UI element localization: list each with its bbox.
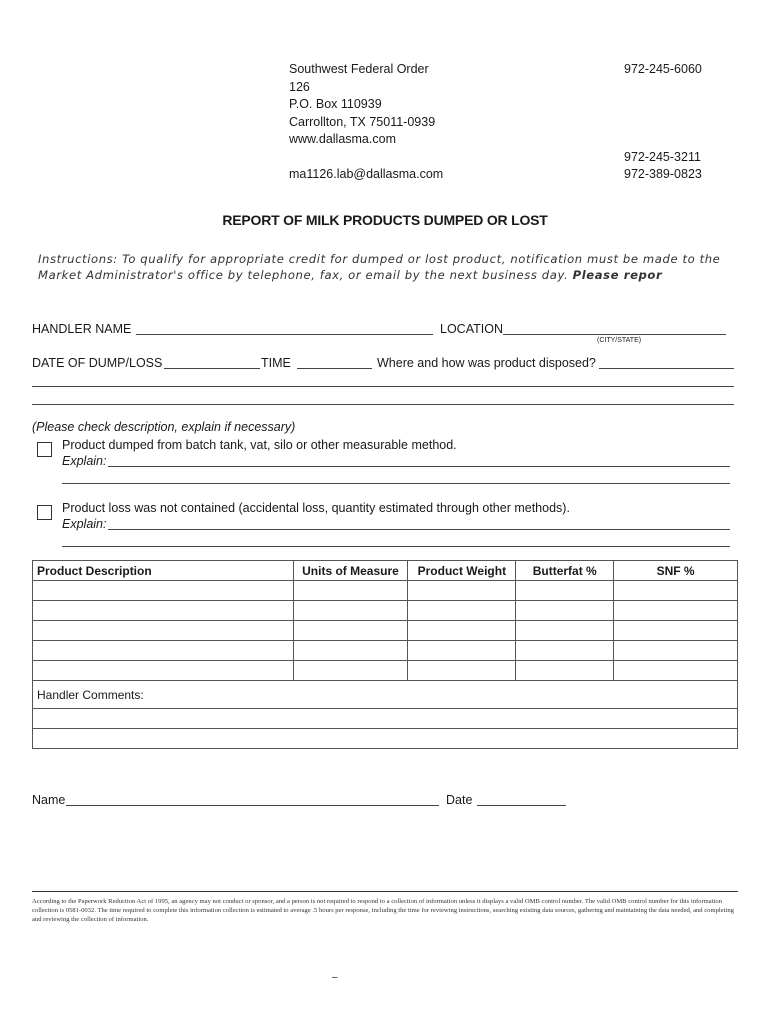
- explain-label: Explain:: [62, 454, 107, 468]
- table-cell[interactable]: [408, 661, 516, 681]
- table-cell[interactable]: [293, 661, 408, 681]
- table-cell[interactable]: [408, 601, 516, 621]
- name-label: Name: [32, 793, 66, 807]
- table-cell[interactable]: [293, 641, 408, 661]
- instructions-line: Market Administrator's office by telephone, fax, or email by the next business day. Please repor: [38, 268, 663, 282]
- footer-divider: [32, 891, 738, 892]
- comments-row: [33, 681, 738, 709]
- table-cell[interactable]: [33, 661, 294, 681]
- dumped-checkbox[interactable]: [37, 442, 52, 457]
- disposed-field[interactable]: [599, 368, 734, 369]
- table-cell[interactable]: [33, 641, 294, 661]
- address-line: 126: [289, 79, 310, 94]
- disposed-field-line[interactable]: [32, 404, 734, 405]
- column-header: Butterfat %: [516, 561, 614, 581]
- page-title: REPORT OF MILK PRODUCTS DUMPED OR LOST: [222, 212, 548, 228]
- phone-main: 972-245-6060: [624, 62, 702, 76]
- date-label: Date: [446, 793, 473, 807]
- time-field[interactable]: [297, 368, 372, 369]
- loss-option-label: Product loss was not contained (accidental loss, quantity estimated through other methods).: [62, 501, 570, 515]
- column-header: SNF %: [614, 561, 738, 581]
- table-row: [33, 661, 738, 681]
- comments-row: [33, 729, 738, 749]
- table-cell[interactable]: [516, 661, 614, 681]
- product-table: [32, 560, 738, 749]
- address-block: [289, 61, 435, 149]
- website: www.dallasma.com: [289, 132, 396, 147]
- loss-checkbox[interactable]: [37, 505, 52, 520]
- address-line: Carrollton, TX 75011-0939: [289, 114, 436, 129]
- location-field[interactable]: [503, 334, 726, 335]
- phone-fax: 972-389-0823: [624, 167, 702, 181]
- date-of-dump-label: DATE OF DUMP/LOSS: [32, 356, 163, 370]
- dumped-option-label: Product dumped from batch tank, vat, silo or other measurable method.: [62, 438, 457, 452]
- table-cell[interactable]: [293, 621, 408, 641]
- instructions: [38, 251, 720, 283]
- handler-name-field[interactable]: [136, 334, 433, 335]
- paperwork-notice: According to the Paperwork Reduction Act of 1995, an agency may not conduct or sponsor, and a person is not required to respond to a collection of information unless it displays a valid OMB control number. The valid OMB control number for this information collection is 0581-0032. The time required to complete this information collection is estimated to average .5 hours per response, including the time for reviewing instructions, searching existing data sources, gathering and maintaining the data needed, and completing and reviewing the collection of information.: [32, 898, 734, 924]
- explain-label: Explain:: [62, 517, 107, 531]
- table-cell[interactable]: [614, 661, 738, 681]
- date-field[interactable]: [477, 805, 566, 806]
- table-row: [33, 641, 738, 661]
- table-header-row: [33, 561, 738, 581]
- table-cell[interactable]: [293, 601, 408, 621]
- table-cell[interactable]: [33, 581, 294, 601]
- instructions-emphasis: Please repor: [572, 268, 663, 282]
- comments-label: Handler Comments:: [33, 681, 738, 709]
- table-cell[interactable]: [408, 621, 516, 641]
- explain-field[interactable]: [108, 529, 730, 530]
- instructions-line: Instructions: To qualify for appropriate credit for dumped or lost product, notification must be made to the: [38, 252, 721, 266]
- table-cell[interactable]: [516, 621, 614, 641]
- table-cell[interactable]: [516, 641, 614, 661]
- table-cell[interactable]: [614, 601, 738, 621]
- table-cell[interactable]: [516, 601, 614, 621]
- disposed-field-line[interactable]: [32, 386, 734, 387]
- explain-field-line[interactable]: [62, 483, 730, 484]
- disposed-label: Where and how was product disposed?: [377, 356, 596, 370]
- table-cell[interactable]: [614, 581, 738, 601]
- table-row: [33, 621, 738, 641]
- comments-field[interactable]: [33, 709, 738, 729]
- location-label: LOCATION: [440, 322, 503, 336]
- page-mark: –: [332, 972, 338, 983]
- table-cell[interactable]: [408, 581, 516, 601]
- phone-secondary: 972-245-3211: [624, 150, 701, 164]
- explain-field-line[interactable]: [62, 546, 730, 547]
- table-cell[interactable]: [293, 581, 408, 601]
- table-cell[interactable]: [614, 641, 738, 661]
- table-row: [33, 581, 738, 601]
- column-header: Product Weight: [408, 561, 516, 581]
- table-cell[interactable]: [408, 641, 516, 661]
- column-header: Units of Measure: [293, 561, 408, 581]
- table-row: [33, 601, 738, 621]
- explain-field[interactable]: [108, 466, 730, 467]
- address-line: P.O. Box 110939: [289, 97, 382, 112]
- table-cell[interactable]: [614, 621, 738, 641]
- email: ma1126.lab@dallasma.com: [289, 167, 444, 181]
- comments-field[interactable]: [33, 729, 738, 749]
- table-cell[interactable]: [33, 601, 294, 621]
- column-header: Product Description: [33, 561, 294, 581]
- table-cell[interactable]: [516, 581, 614, 601]
- comments-row: [33, 709, 738, 729]
- address-line: Southwest Federal Order: [289, 62, 429, 76]
- table-cell[interactable]: [33, 621, 294, 641]
- check-instructions: (Please check description, explain if necessary): [32, 420, 296, 434]
- date-of-dump-field[interactable]: [164, 368, 260, 369]
- time-label: TIME: [261, 356, 291, 370]
- city-state-hint: (CITY/STATE): [597, 337, 642, 344]
- handler-name-label: HANDLER NAME: [32, 322, 132, 336]
- name-field[interactable]: [66, 805, 439, 806]
